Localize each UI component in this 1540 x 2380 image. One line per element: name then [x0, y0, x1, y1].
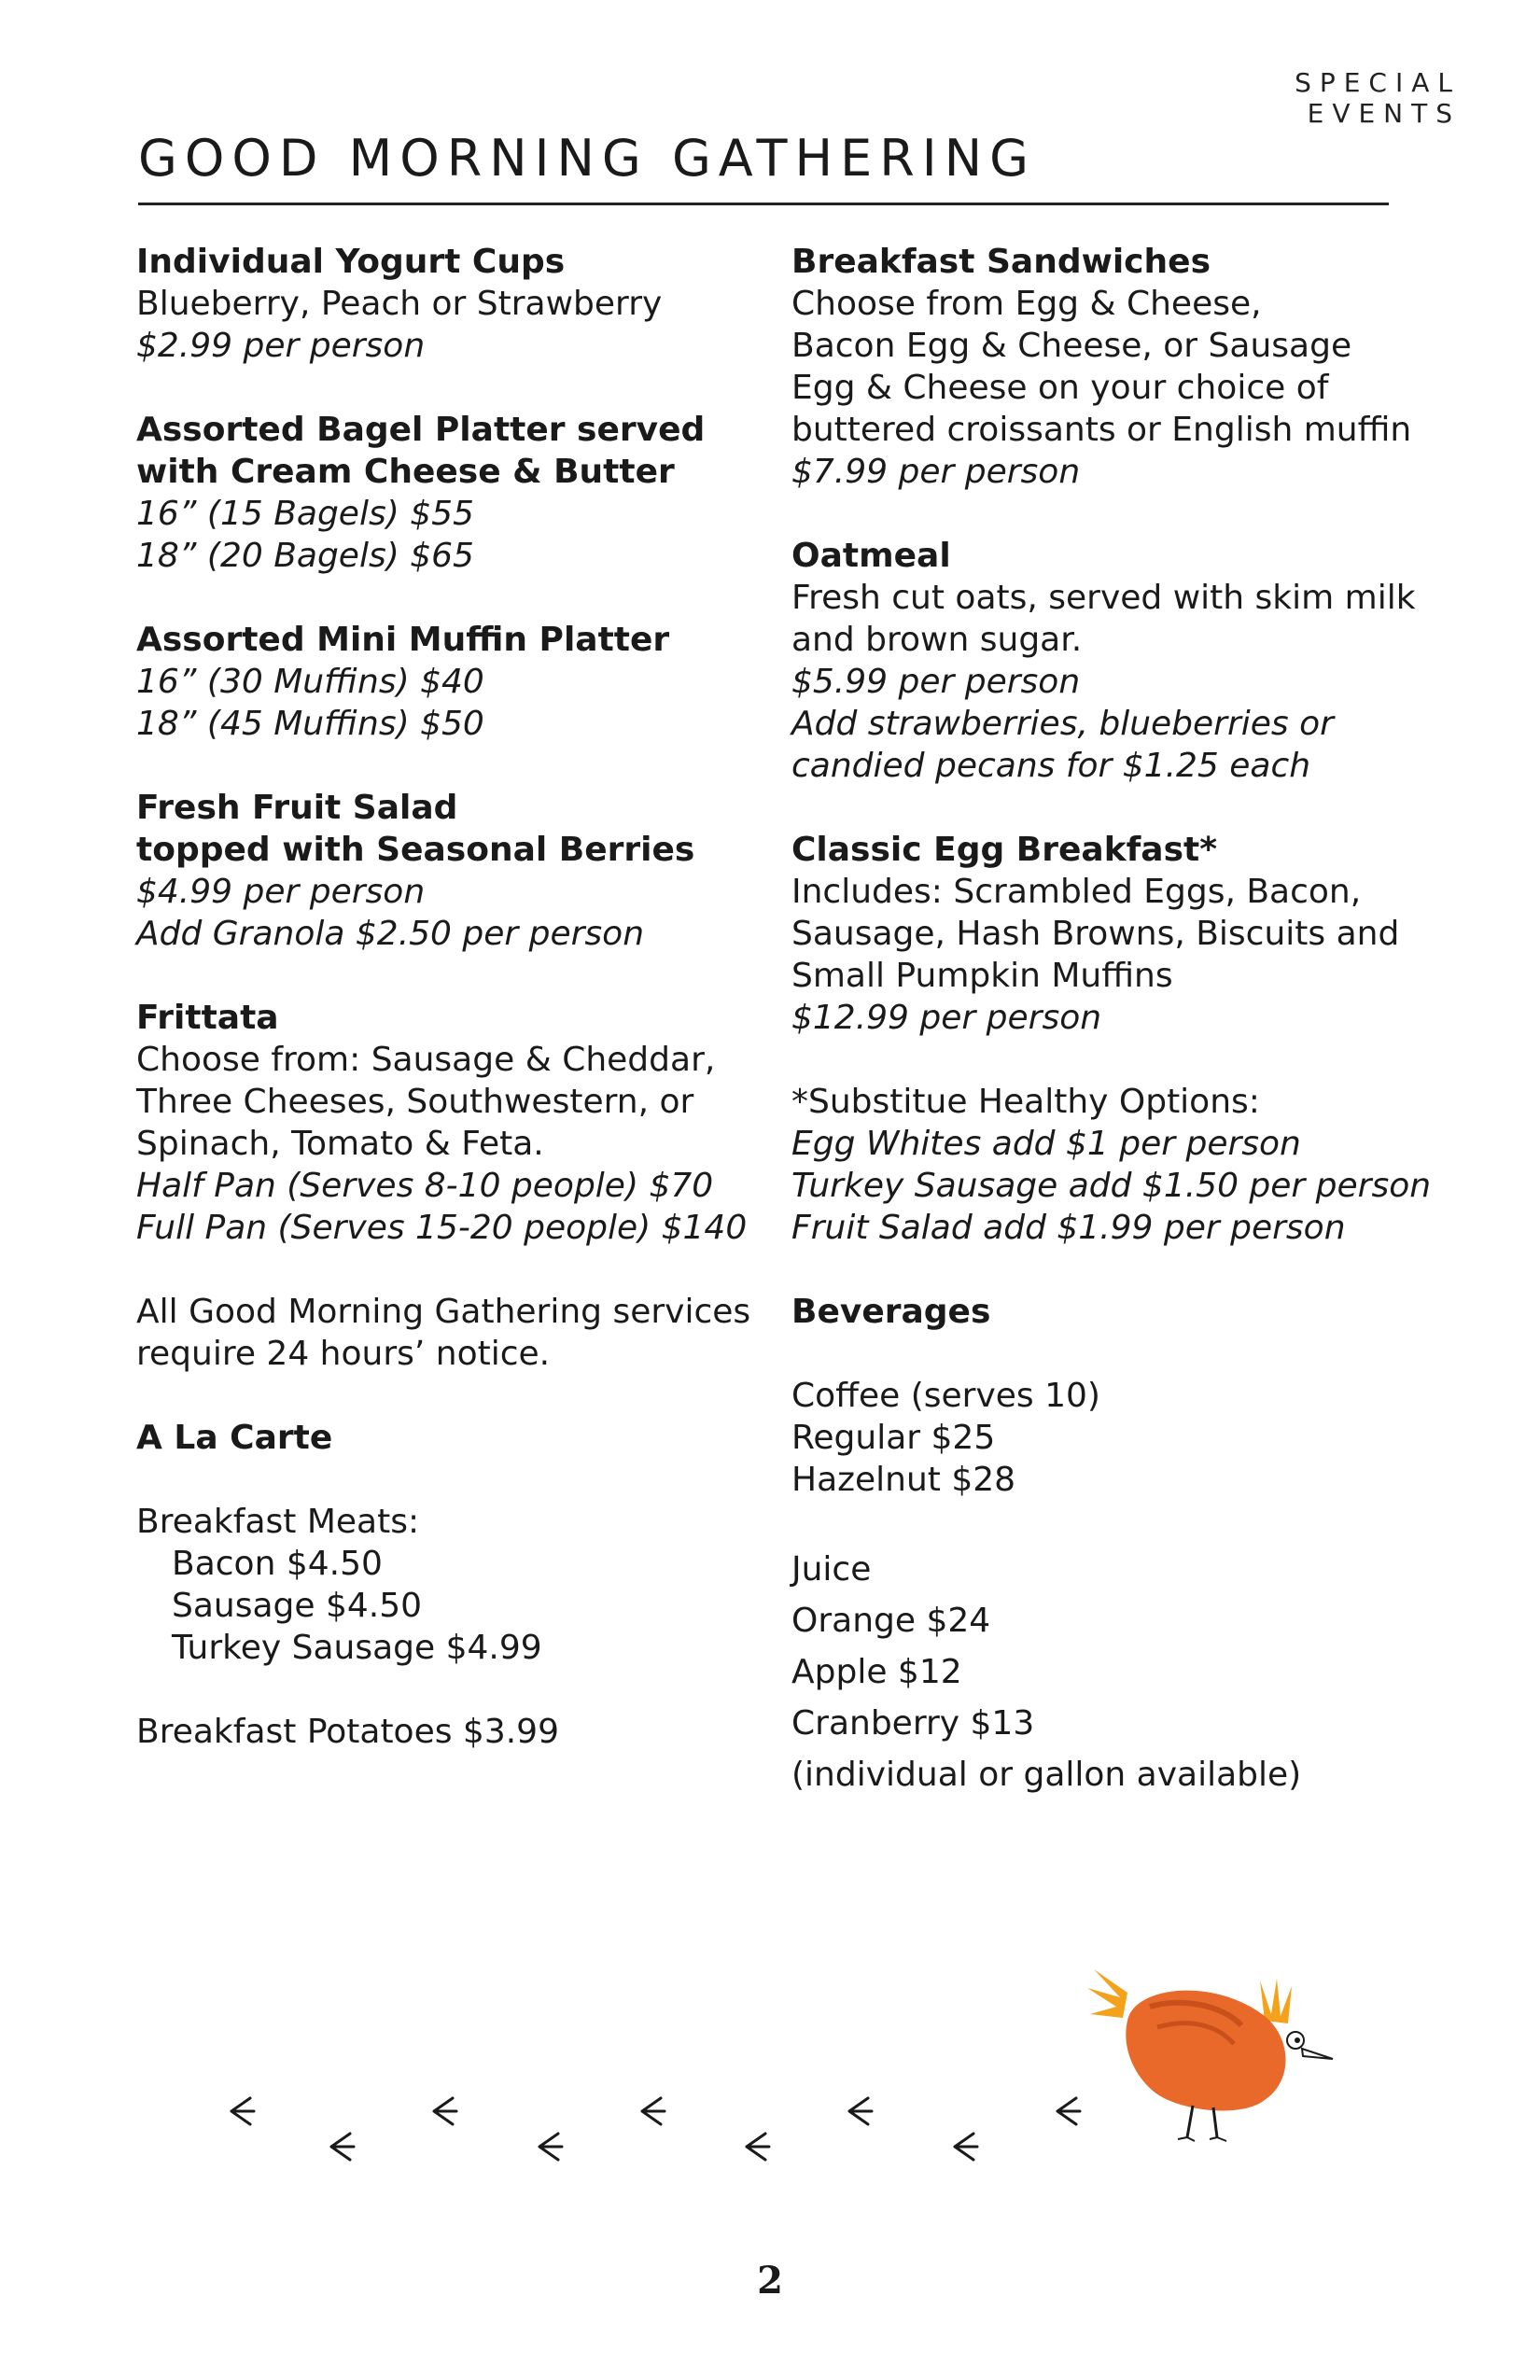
footprint-icon [331, 2134, 354, 2160]
menu-item-oatmeal [791, 535, 1463, 787]
item-description: Sausage, Hash Browns, Biscuits and [791, 915, 1400, 953]
section-heading: Beverages [791, 1293, 991, 1331]
menu-item-breakfast-sandwiches [791, 241, 1463, 493]
item-name: Assorted Mini Muffin Platter [136, 621, 670, 659]
item-description: Spinach, Tomato & Feta. [136, 1125, 544, 1163]
item-description: Three Cheeses, Southwestern, or [136, 1083, 694, 1121]
list-item: Regular $25 [791, 1419, 996, 1457]
list-item: Cranberry $13 [791, 1704, 1035, 1743]
footprint-icon [747, 2134, 769, 2160]
beverage-note: (individual or gallon available) [791, 1756, 1302, 1794]
item-description: Fresh cut oats, served with skim milk [791, 579, 1416, 617]
item-option: Egg Whites add $1 per person [791, 1125, 1301, 1163]
item-option: Full Pan (Serves 15-20 people) $140 [136, 1209, 748, 1247]
item-description: buttered croissants or English muffin [791, 411, 1412, 449]
item-description: Egg & Cheese on your choice of [791, 369, 1329, 407]
meats-label: Breakfast Meats: [136, 1503, 420, 1541]
footprint-icon [955, 2134, 977, 2160]
footprint-icon [231, 2098, 254, 2124]
item-price: $4.99 per person [136, 873, 426, 911]
bird-icon [1087, 1969, 1333, 2141]
item-name: Frittata [136, 999, 279, 1037]
item-description: Choose from: Sausage & Cheddar, [136, 1041, 716, 1079]
list-item: Juice [791, 1550, 872, 1589]
menu-column-right [791, 241, 1463, 1800]
footprint-icon [849, 2098, 872, 2124]
item-option: 16” (15 Bagels) $55 [136, 495, 474, 533]
menu-item-frittata [136, 997, 790, 1249]
list-item: Coffee (serves 10) [791, 1377, 1100, 1415]
item-name: Classic Egg Breakfast* [791, 831, 1218, 869]
page-title: GOOD MORNING GATHERING [138, 129, 1036, 188]
list-item: Breakfast Potatoes $3.99 [136, 1713, 559, 1751]
item-option: Turkey Sausage add $1.50 per person [791, 1167, 1432, 1205]
menu-item-classic-egg-breakfast [791, 829, 1463, 1039]
notice [136, 1291, 790, 1375]
item-name: with Cream Cheese & Butter [136, 453, 675, 491]
item-option: 18” (45 Muffins) $50 [136, 705, 484, 743]
section-label: SPECIAL EVENTS [1295, 67, 1461, 129]
beverages-section [791, 1291, 1463, 1800]
healthy-options [791, 1081, 1463, 1249]
item-description: Small Pumpkin Muffins [791, 957, 1173, 995]
footprint-icon [642, 2098, 665, 2124]
menu-item-fruit-salad [136, 787, 790, 955]
options-heading: *Substitue Healthy Options: [791, 1083, 1260, 1121]
item-description: Blueberry, Peach or Strawberry [136, 285, 663, 323]
item-price: $5.99 per person [791, 663, 1081, 701]
section-heading: A La Carte [136, 1419, 333, 1457]
menu-item-yogurt [136, 241, 790, 367]
footprint-icon [539, 2134, 562, 2160]
notice-text: All Good Morning Gathering services [136, 1293, 751, 1331]
item-description: Choose from Egg & Cheese, [791, 285, 1262, 323]
item-name: Individual Yogurt Cups [136, 243, 566, 281]
item-option: 16” (30 Muffins) $40 [136, 663, 484, 701]
footprint-icon [1057, 2098, 1080, 2124]
item-name: Breakfast Sandwiches [791, 243, 1211, 281]
footprint-icon [434, 2098, 456, 2124]
item-option: Fruit Salad add $1.99 per person [791, 1209, 1346, 1247]
item-description: and brown sugar. [791, 621, 1083, 659]
page-number: 2 [757, 2259, 783, 2303]
notice-text: require 24 hours’ notice. [136, 1335, 551, 1373]
list-item: Turkey Sausage $4.99 [172, 1629, 542, 1667]
item-option: Half Pan (Serves 8-10 people) $70 [136, 1167, 714, 1205]
item-name: Oatmeal [791, 537, 951, 575]
item-addon: candied pecans for $1.25 each [791, 747, 1311, 785]
title-divider [138, 203, 1389, 205]
list-item: Apple $12 [791, 1653, 962, 1691]
item-description: Includes: Scrambled Eggs, Bacon, [791, 873, 1362, 911]
menu-column-left [136, 241, 790, 1753]
item-description: Bacon Egg & Cheese, or Sausage [791, 327, 1352, 365]
menu-item-bagel-platter [136, 409, 790, 577]
item-name: Assorted Bagel Platter served [136, 411, 706, 449]
item-option: 18” (20 Bagels) $65 [136, 537, 474, 575]
list-item: Bacon $4.50 [172, 1545, 383, 1583]
list-item: Orange $24 [791, 1602, 991, 1640]
item-price: $7.99 per person [791, 453, 1081, 491]
item-name: topped with Seasonal Berries [136, 831, 695, 869]
a-la-carte-section [136, 1417, 790, 1753]
item-price: $12.99 per person [791, 999, 1102, 1037]
item-name: Fresh Fruit Salad [136, 789, 458, 827]
menu-item-muffin-platter [136, 619, 790, 745]
list-item: Sausage $4.50 [172, 1587, 423, 1625]
item-price: $2.99 per person [136, 327, 426, 365]
item-addon: Add strawberries, blueberries or [791, 705, 1334, 743]
item-addon: Add Granola $2.50 per person [136, 915, 645, 953]
list-item: Hazelnut $28 [791, 1461, 1016, 1499]
